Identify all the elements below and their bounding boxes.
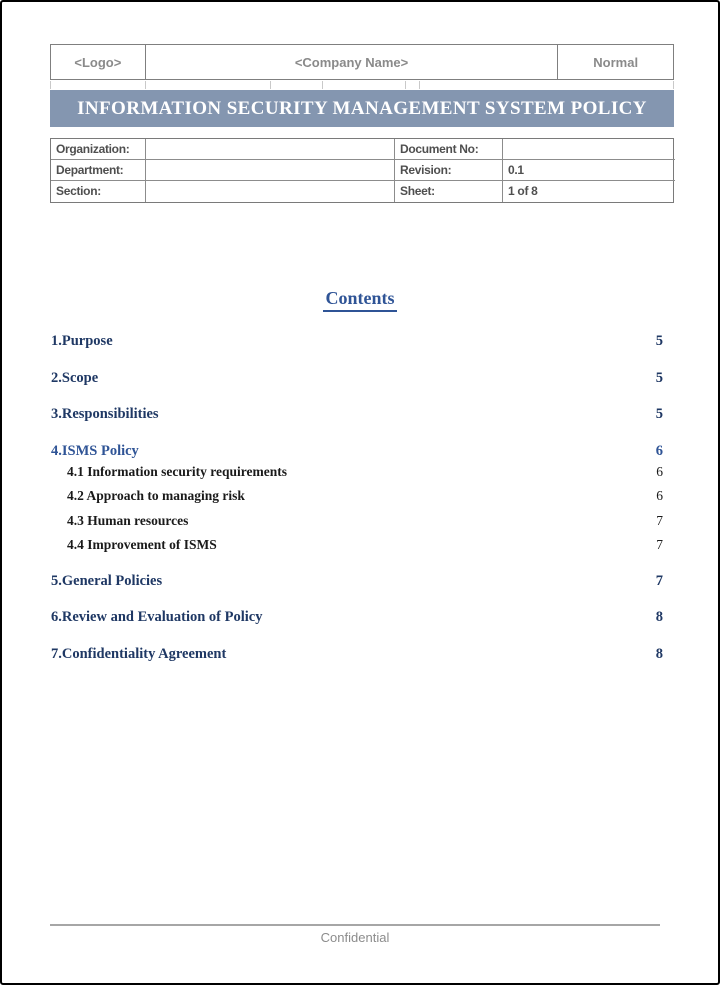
footer-divider — [50, 924, 660, 926]
toc-entry-page-number: 7 — [656, 512, 663, 528]
logo-placeholder-cell[interactable]: <Logo> — [51, 45, 146, 79]
toc-entry[interactable] — [51, 333, 663, 350]
toc-entry-page-number: 8 — [655, 609, 663, 626]
cell-boundary-tick — [145, 81, 146, 89]
toc-entry-page-number: 5 — [655, 406, 663, 423]
header-table — [50, 44, 674, 80]
toc-entry-label[interactable]: 5.General Policies — [51, 572, 163, 589]
meta-value-cell[interactable] — [146, 181, 395, 202]
toc-entry-page-number: 6 — [656, 463, 663, 479]
toc-entry-label[interactable]: 3.Responsibilities — [51, 406, 159, 423]
toc-entry-page-number: 7 — [655, 572, 663, 589]
cell-boundary-tick — [270, 81, 271, 89]
toc-entry[interactable] — [51, 573, 663, 590]
cell-boundary-tick — [405, 81, 406, 89]
meta-label-cell: Department: — [51, 160, 146, 181]
toc-entry-label[interactable]: 4.4 Improvement of ISMS — [67, 537, 217, 553]
toc-entry-page-number: 5 — [655, 369, 663, 386]
toc-entry[interactable] — [51, 646, 663, 663]
toc-entry-page-number: 7 — [656, 537, 663, 553]
meta-value-cell[interactable]: 0.1 — [503, 160, 675, 181]
toc-entry-label[interactable]: 4.2 Approach to managing risk — [67, 488, 245, 504]
cell-boundary-tick — [419, 81, 420, 89]
toc-entry[interactable] — [51, 443, 663, 460]
meta-value-cell[interactable] — [146, 139, 395, 160]
page-footer — [50, 924, 660, 945]
meta-label-cell: Section: — [51, 181, 146, 202]
toc-entry-page-number: 5 — [655, 333, 663, 349]
doc-classification-cell[interactable]: Normal — [593, 54, 639, 70]
toc-entry-page-number: 6 — [656, 488, 663, 504]
toc-entry[interactable] — [51, 370, 663, 387]
toc-entry[interactable] — [51, 488, 663, 504]
toc-entry-label[interactable]: 6.Review and Evaluation of Policy — [51, 609, 263, 626]
company-name-cell[interactable]: <Company Name> — [146, 45, 559, 79]
title-banner — [50, 90, 674, 127]
toc-entry-label[interactable]: 2.Scope — [51, 369, 99, 386]
toc-entry-label[interactable]: 4.1 Information security requirements — [67, 463, 287, 479]
contents-heading-text: Contents — [323, 288, 396, 312]
toc-entry[interactable] — [51, 464, 663, 480]
toc-list — [51, 333, 663, 663]
toc-entry-label[interactable]: 4.ISMS Policy — [51, 443, 139, 460]
cell-boundary-tick — [673, 81, 674, 89]
toc-entry[interactable] — [51, 513, 663, 529]
toc-entry[interactable] — [51, 609, 663, 626]
toc-entry[interactable] — [51, 537, 663, 553]
meta-table — [50, 138, 674, 203]
toc-entry-label[interactable]: 4.3 Human resources — [67, 512, 189, 528]
meta-label-cell: Sheet: — [395, 181, 503, 202]
document-title: INFORMATION SECURITY MANAGEMENT SYSTEM POLICY — [77, 97, 647, 119]
contents-heading — [2, 288, 718, 312]
table-gridline-row — [50, 81, 674, 89]
meta-label-cell: Organization: — [51, 139, 146, 160]
cell-boundary-tick — [50, 81, 51, 89]
footer-text: Confidential — [320, 930, 390, 945]
meta-label-cell: Revision: — [395, 160, 503, 181]
meta-value-cell[interactable] — [146, 160, 395, 181]
meta-value-cell[interactable] — [503, 139, 675, 160]
toc-entry-label[interactable]: 1.Purpose — [51, 333, 113, 349]
toc-entry-label[interactable]: 7.Confidentiality Agreement — [51, 646, 227, 663]
toc-entry-page-number: 8 — [655, 646, 663, 663]
toc-entry[interactable] — [51, 406, 663, 423]
cell-boundary-tick — [322, 81, 323, 89]
meta-label-cell: Document No: — [395, 139, 503, 160]
toc-entry-page-number: 6 — [655, 443, 663, 460]
meta-value-cell[interactable]: 1 of 8 — [508, 184, 538, 198]
